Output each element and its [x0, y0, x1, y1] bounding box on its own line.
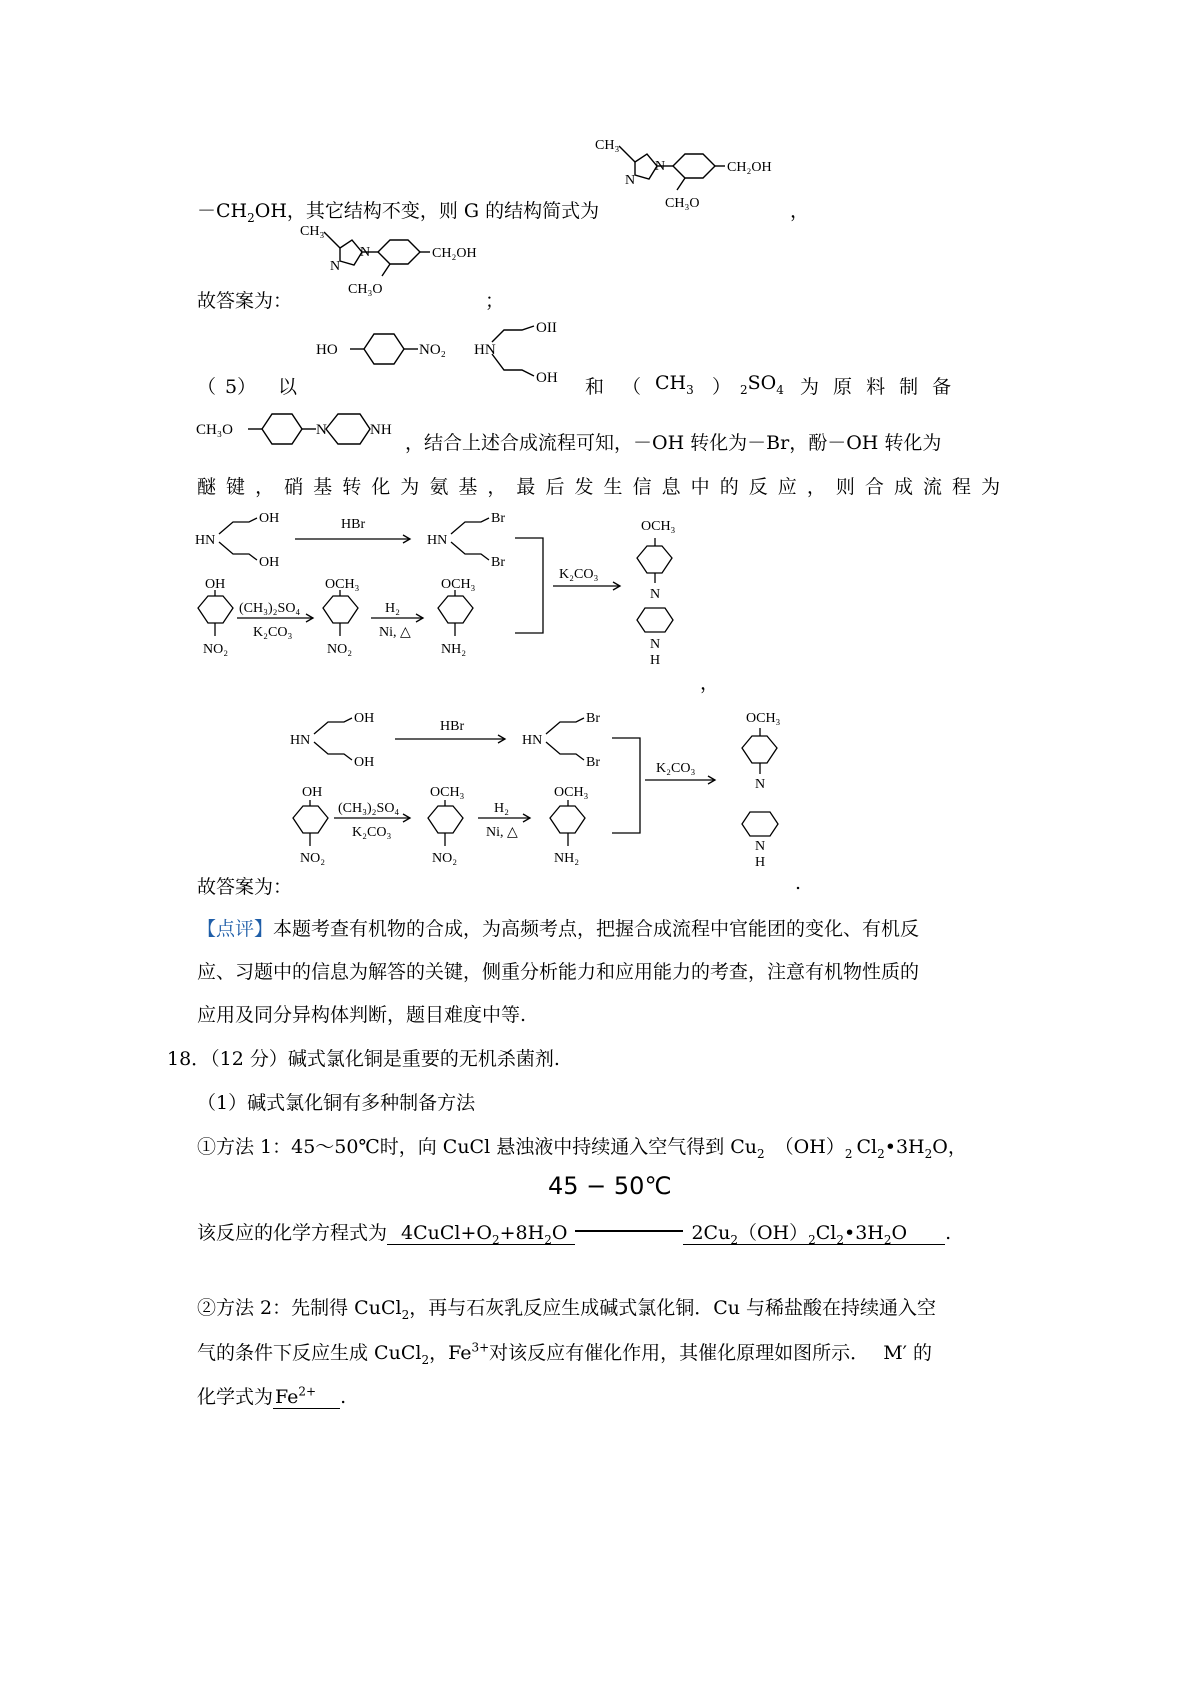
sub: 4 [776, 382, 784, 397]
sub: 2 [247, 210, 255, 225]
comment-line-1 [197, 914, 919, 941]
p5-close: ） [712, 376, 732, 398]
text-segment: 化学式为 [197, 1386, 274, 1408]
text-segment: . [945, 1222, 952, 1244]
och3-label: OCH₃ [441, 577, 476, 592]
ni-label: Ni, △ [379, 625, 411, 640]
n-label: N [650, 637, 661, 652]
sub: 2 [877, 1146, 885, 1161]
p5-ch3 [655, 372, 694, 397]
synthesis-scheme-image [195, 508, 735, 683]
k2co3-label: K₂CO₃ [253, 625, 293, 640]
hydroxyl-label-top: OII [536, 320, 557, 336]
oh-label: OH [302, 785, 323, 800]
hydroxymethyl-label: CH₂OH [727, 160, 772, 175]
hbr-label: HBr [440, 719, 465, 734]
text-segment: Cl [856, 1136, 878, 1158]
text-segment: Cl [815, 1222, 837, 1244]
sub: 2 [401, 1307, 410, 1322]
answer-label: 故答案为： [197, 290, 293, 312]
methyl-label: CH₃ [595, 138, 620, 153]
method2-line-1 [197, 1293, 936, 1322]
synthesis-scheme-answer-image [290, 708, 830, 886]
sub: 3 [686, 382, 694, 397]
sup: 3+ [471, 1340, 490, 1355]
period: . [795, 872, 802, 894]
text-segment: ②方法 2：先制得 CuCl [197, 1297, 402, 1319]
k2co3-label: K₂CO₃ [559, 567, 599, 582]
comment-tag: 【点评】 [197, 918, 274, 940]
sub: 2 [740, 382, 748, 397]
n-label: N [650, 587, 661, 602]
methyl-label: CH₃ [300, 224, 325, 239]
q18-method1 [197, 1132, 967, 1161]
me2so4-label: (CH₃)₂SO₄ [239, 601, 301, 616]
line-5: 醚 键 ， 硝 基 转 化 为 氨 基 ， 最 后 发 生 信 息 中 的 反 应 ， 则 合 成 流 程 为 [197, 476, 1001, 498]
no2-label: NO₂ [203, 642, 229, 657]
n-label: N [755, 839, 766, 854]
ring-n-label: N [625, 173, 636, 188]
sub: 2 [421, 1352, 430, 1367]
sub: 2 [808, 1232, 816, 1247]
text-segment: •3H [884, 1136, 925, 1158]
structure-g-image [585, 132, 790, 222]
methoxy-label: CH₃O [348, 282, 383, 297]
me2so4-label: (CH₃)₂SO₄ [338, 801, 400, 816]
hydroxyl-label-bottom: OH [536, 370, 558, 386]
equation-line [197, 1218, 951, 1247]
semicolon: ； [485, 290, 505, 312]
text-segment: 该反应的化学方程式为 [197, 1222, 388, 1244]
hbr-label: HBr [341, 517, 366, 532]
reagents-image [312, 312, 582, 392]
sub: 2 [544, 1232, 552, 1247]
text-segment: ①方法 1：45～50℃时，向 CuCl 悬浊液中持续通入空气得到 Cu [197, 1136, 758, 1158]
ni-label: Ni, △ [486, 825, 518, 840]
equation-answer-right [683, 1222, 945, 1245]
p5-he: 和 [585, 376, 605, 398]
text-segment: 气的条件下反应生成 CuCl [197, 1342, 422, 1364]
oh-label: OH [259, 555, 280, 570]
oh-label: OH [259, 511, 280, 526]
text-segment: +8H [499, 1222, 545, 1244]
oh-label: OH [354, 711, 375, 726]
och3-label: OCH₃ [746, 711, 781, 726]
nitro-label: NO₂ [419, 342, 446, 358]
sub: 2 [844, 1146, 853, 1161]
hydroxy-label: HO [316, 342, 338, 358]
ring-n2-label: N [655, 159, 666, 174]
q18-title: 18．（12 分）碱式氯化铜是重要的无机杀菌剂. [167, 1048, 560, 1070]
oh-label: OH [354, 755, 375, 770]
comment-line-3: 应用及同分异构体判断，题目难度中等. [197, 1004, 527, 1026]
sub: 2 [836, 1232, 845, 1247]
och3-label: OCH₃ [325, 577, 360, 592]
text-segment: •3H [844, 1222, 884, 1244]
nh2-label: NH₂ [554, 851, 580, 866]
text-segment: O， [932, 1136, 967, 1158]
br-label: Br [491, 555, 505, 570]
och3-label: OCH₃ [554, 785, 589, 800]
p5-yi: 以 [278, 376, 298, 398]
p5-paren: （ [622, 376, 642, 398]
methoxy-label: CH₃O [196, 422, 233, 438]
hn-label: HN [195, 533, 216, 548]
equation-answer-left [387, 1222, 575, 1245]
text-segment: （OH） [737, 1222, 809, 1244]
h-label: H [650, 653, 661, 668]
text-segment: 2Cu [691, 1222, 731, 1244]
line-4: ，结合上述合成流程可知，－OH 转化为－Br，酚－OH 转化为 [405, 432, 942, 454]
p5-so4 [740, 372, 784, 397]
method2-line-3 [197, 1382, 346, 1409]
methoxy-label: CH₃O [665, 196, 700, 211]
text-segment: ，Fe [429, 1342, 472, 1364]
p5-open: （ [197, 376, 217, 398]
hn-label: HN [522, 733, 543, 748]
comment-line-2: 应、习题中的信息为解答的关键，侧重分析能力和应用能力的考查，注意有机物性质的 [197, 961, 920, 983]
text-segment: ，再与石灰乳反应生成碱式氯化铜．Cu 与稀盐酸在持续通入空 [409, 1297, 937, 1319]
sub: 2 [492, 1232, 500, 1247]
ring-n-label: N [330, 259, 341, 274]
text-segment: O [891, 1222, 908, 1244]
q18-part1: （1）碱式氯化铜有多种制备方法 [197, 1092, 476, 1114]
comma: ， [790, 200, 810, 222]
equation-arrow-line [575, 1230, 683, 1232]
no2-label: NO₂ [432, 851, 458, 866]
text-segment: 对该反应有催化作用，其催化原理如图所示． [489, 1342, 870, 1364]
och3-label: OCH₃ [430, 785, 465, 800]
br-label: Br [586, 755, 600, 770]
nh2-label: NH₂ [441, 642, 467, 657]
hydroxymethyl-label: CH₂OH [432, 246, 477, 261]
text-segment: 4CuCl+O [401, 1222, 492, 1244]
text-segment: （OH） [774, 1136, 845, 1158]
p5-num: 5） [225, 376, 257, 398]
k2co3-label: K₂CO₃ [352, 825, 392, 840]
text-segment: OH，其它结构不变，则 G 的结构简式为 [254, 200, 600, 222]
n-label: N [755, 777, 766, 792]
br-label: Br [491, 511, 505, 526]
m-prime-answer [273, 1386, 340, 1409]
sub: 2 [924, 1146, 933, 1161]
sub: 2 [757, 1146, 765, 1161]
hn-label: HN [290, 733, 311, 748]
text-segment: Fe [275, 1386, 299, 1408]
no2-label: NO₂ [300, 851, 326, 866]
text-segment: O [551, 1222, 568, 1244]
comma: ， [700, 672, 720, 694]
sub: 2 [730, 1232, 738, 1247]
h2-label: H₂ [385, 601, 400, 616]
h2-label: H₂ [494, 801, 509, 816]
nh-label: NH [370, 422, 392, 438]
p5-rest: 为 原 料 制 备 [800, 376, 952, 398]
amine-label: HN [474, 342, 496, 358]
sup: 2+ [298, 1384, 317, 1399]
text-segment: CH [655, 372, 687, 394]
reaction-condition: 45 − 50℃ [548, 1172, 672, 1200]
br-label: Br [586, 711, 600, 726]
k2co3-label: K₂CO₃ [656, 761, 696, 776]
method2-line-2 [197, 1338, 932, 1367]
hn-label: HN [427, 533, 448, 548]
och3-label: OCH₃ [641, 519, 676, 534]
n-label: N [316, 422, 327, 438]
comment-text: 本题考查有机物的合成，为高频考点，把握合成流程中官能团的变化、有机反 [273, 918, 920, 940]
text-segment: －CH [197, 200, 248, 222]
h-label: H [755, 855, 766, 870]
text-segment: M′ 的 [883, 1342, 932, 1364]
target-structure-image [192, 400, 407, 458]
no2-label: NO₂ [327, 642, 353, 657]
answer-label: 故答案为： [197, 876, 293, 898]
sub: 2 [883, 1232, 892, 1247]
text-segment: . [340, 1386, 347, 1408]
structure-g-answer-image [290, 218, 495, 308]
text-segment: SO [747, 372, 777, 394]
ring-n2-label: N [360, 245, 371, 260]
oh-label: OH [205, 577, 226, 592]
